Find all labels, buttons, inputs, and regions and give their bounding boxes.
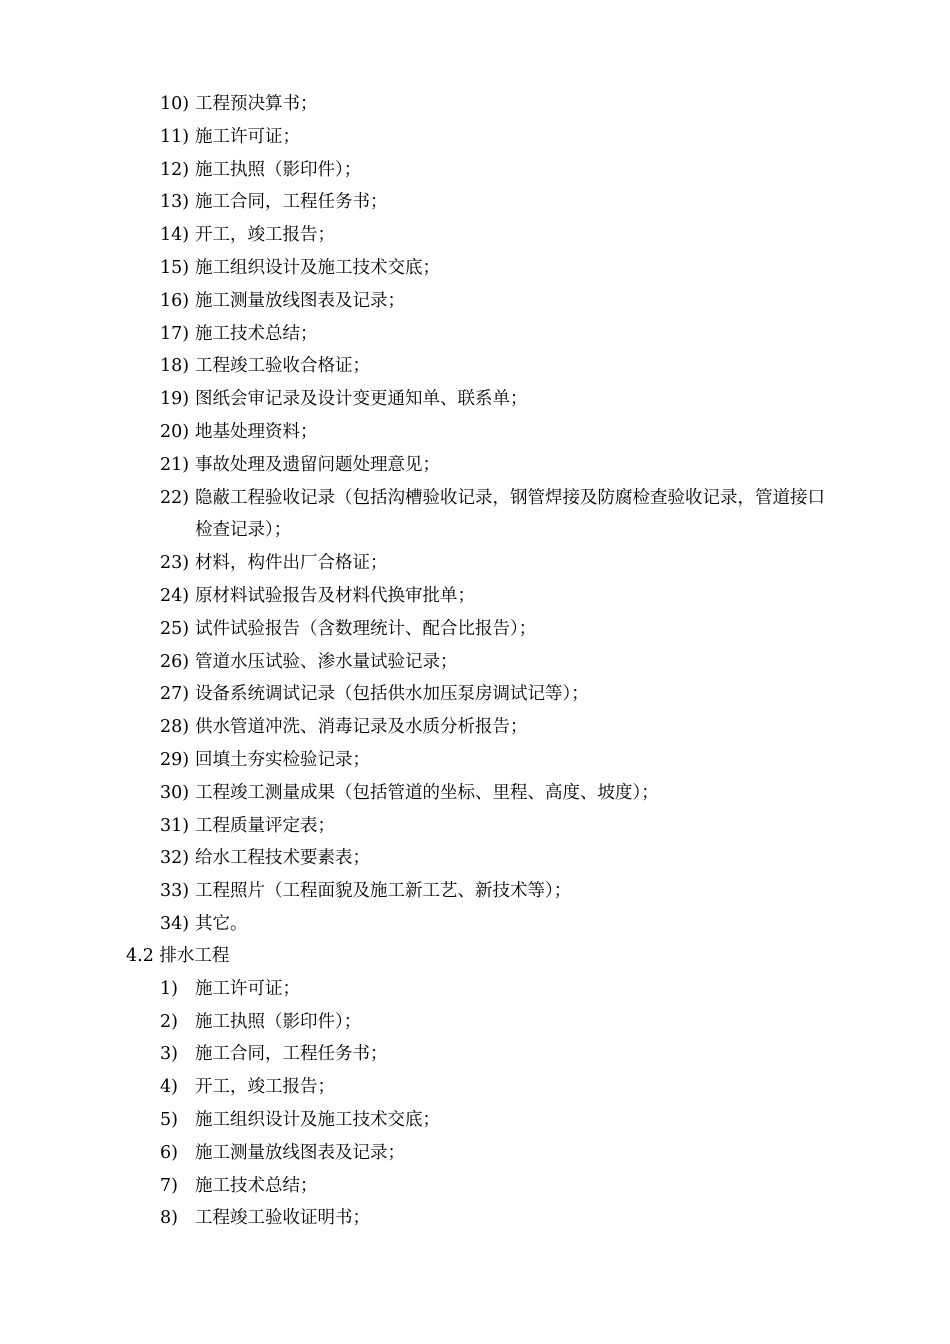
item-text: 施工许可证；	[195, 978, 300, 999]
list-item	[0, 842, 950, 875]
item-text: 管道水压试验、渗水量试验记录；	[195, 651, 458, 672]
list-item	[0, 1071, 950, 1104]
list-item	[0, 973, 950, 1006]
list-item	[0, 646, 950, 679]
list-item	[0, 285, 950, 318]
item-text: 施工合同，工程任务书；	[195, 1044, 388, 1065]
item-number: 4)	[160, 1077, 178, 1098]
list-item	[0, 613, 950, 646]
item-text: 材料，构件出厂合格证；	[195, 553, 388, 574]
item-number: 18)	[160, 356, 190, 377]
item-text: 施工技术总结；	[195, 1175, 318, 1196]
list-item	[0, 810, 950, 843]
item-number: 22)	[160, 487, 190, 508]
item-text: 施工技术总结；	[195, 323, 318, 344]
item-text: 施工组织设计及施工技术交底；	[195, 257, 440, 278]
item-text: 给水工程技术要素表；	[195, 848, 370, 869]
item-number: 5)	[160, 1109, 178, 1130]
list-item	[0, 482, 950, 548]
list-item	[0, 383, 950, 416]
list-item	[0, 580, 950, 613]
list-item	[0, 154, 950, 187]
list-item	[0, 1170, 950, 1203]
item-number: 17)	[160, 323, 190, 344]
list-item	[0, 711, 950, 744]
item-number: 8)	[160, 1208, 178, 1229]
list-item	[0, 908, 950, 941]
item-number: 19)	[160, 389, 190, 410]
item-number: 15)	[160, 257, 190, 278]
item-text: 工程竣工验收合格证；	[195, 356, 370, 377]
item-text: 工程质量评定表；	[195, 815, 335, 836]
list-item	[0, 678, 950, 711]
item-text: 图纸会审记录及设计变更通知单、联系单；	[195, 389, 528, 410]
item-text: 事故处理及遗留问题处理意见；	[195, 454, 440, 475]
list-item	[0, 1202, 950, 1235]
list-item	[0, 744, 950, 777]
list-item	[0, 88, 950, 121]
item-number: 11)	[160, 126, 190, 147]
item-number: 13)	[160, 192, 190, 213]
list-item	[0, 1038, 950, 1071]
item-number: 2)	[160, 1011, 178, 1032]
list-item	[0, 1006, 950, 1039]
item-text: 工程预决算书；	[195, 94, 318, 114]
item-text: 供水管道冲洗、消毒记录及水质分析报告；	[195, 717, 528, 738]
item-text: 施工执照（影印件）；	[195, 1011, 362, 1032]
item-text: 试件试验报告（含数理统计、配合比报告）；	[195, 618, 537, 639]
item-text: 施工许可证；	[195, 126, 300, 147]
item-text: 开工，竣工报告；	[195, 1077, 335, 1098]
item-number: 32)	[160, 848, 190, 869]
item-text: 施工测量放线图表及记录；	[195, 1142, 405, 1163]
item-text: 工程竣工测量成果（包括管道的坐标、里程、高度、坡度）；	[195, 782, 659, 803]
item-number: 20)	[160, 421, 190, 442]
list-item	[0, 449, 950, 482]
list-item	[0, 547, 950, 580]
item-number: 1)	[160, 978, 178, 999]
list-item	[0, 219, 950, 252]
list-item	[0, 1137, 950, 1170]
item-number: 10)	[160, 94, 190, 114]
item-number: 3)	[160, 1044, 178, 1065]
item-text: 回填土夯实检验记录；	[195, 749, 370, 770]
item-text: 隐蔽工程验收记录（包括沟槽验收记录，钢管焊接及防腐检查验收记录，管道接口检查记录）；	[195, 487, 825, 541]
item-number: 16)	[160, 290, 190, 311]
item-text: 施工组织设计及施工技术交底；	[195, 1109, 440, 1130]
item-number: 30)	[160, 782, 190, 803]
item-text: 设备系统调试记录（包括供水加压泵房调试记等）；	[195, 684, 589, 705]
item-number: 12)	[160, 159, 190, 180]
item-text: 开工，竣工报告；	[195, 225, 335, 246]
list-item	[0, 318, 950, 351]
item-text: 工程竣工验收证明书；	[195, 1208, 370, 1229]
list-item	[0, 350, 950, 383]
drainage-section	[0, 940, 950, 1235]
item-text: 原材料试验报告及材料代换审批单；	[195, 585, 475, 606]
item-number: 25)	[160, 618, 190, 639]
item-text: 地基处理资料；	[195, 421, 318, 442]
item-text: 其它。	[195, 913, 248, 934]
item-text: 施工合同，工程任务书；	[195, 192, 388, 213]
item-number: 6)	[160, 1142, 178, 1163]
item-number: 28)	[160, 717, 190, 738]
item-number: 34)	[160, 913, 190, 934]
list-item	[0, 186, 950, 219]
list-item	[0, 252, 950, 285]
item-number: 29)	[160, 749, 190, 770]
list-item	[0, 777, 950, 810]
section-heading: 4.2 排水工程	[126, 946, 230, 966]
item-number: 7)	[160, 1175, 178, 1196]
water-supply-list	[0, 88, 950, 941]
list-item	[0, 875, 950, 908]
item-number: 26)	[160, 651, 190, 672]
item-number: 33)	[160, 881, 190, 902]
item-text: 工程照片（工程面貌及施工新工艺、新技术等）；	[195, 881, 572, 902]
item-number: 23)	[160, 553, 190, 574]
item-number: 31)	[160, 815, 190, 836]
item-number: 24)	[160, 585, 190, 606]
item-text: 施工测量放线图表及记录；	[195, 290, 405, 311]
item-number: 21)	[160, 454, 190, 475]
item-number: 27)	[160, 684, 190, 705]
list-item	[0, 416, 950, 449]
list-item	[0, 1104, 950, 1137]
item-number: 14)	[160, 225, 190, 246]
list-item	[0, 121, 950, 154]
item-text: 施工执照（影印件）；	[195, 159, 362, 180]
